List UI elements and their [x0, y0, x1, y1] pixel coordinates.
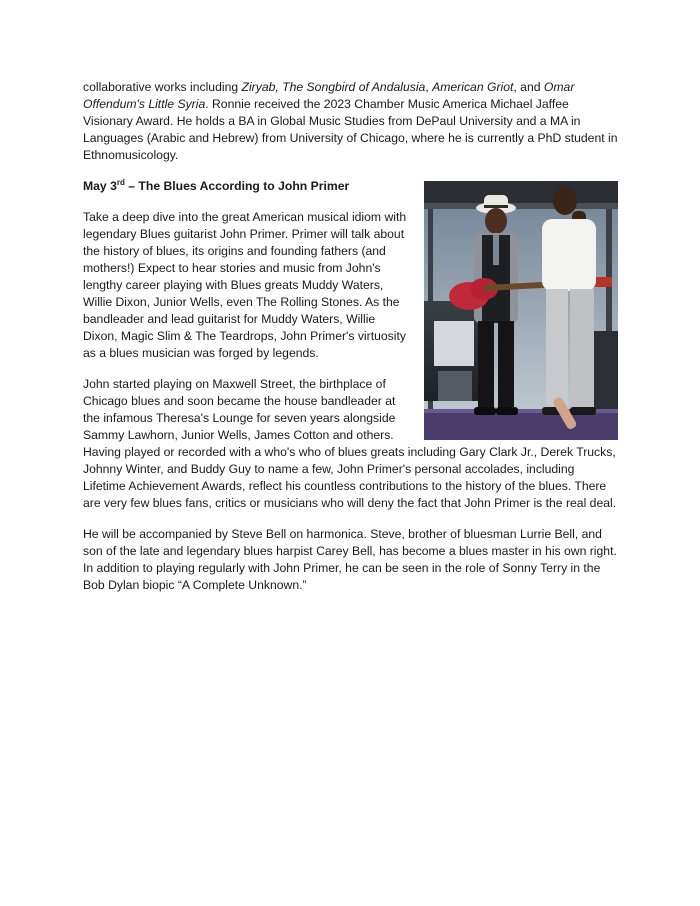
body-paragraph-2: John started playing on Maxwell Street, the birthplace of Chicago blues and soon became the house bandleader at the infamous Theresa's Lounge for seven years alongside Sammy Lawhorn, Junior Wells, James Cotton and others. Having played or recorded with a who's who of blues greats including Gary Clark Jr., Derek Trucks, Johnny Winter, and Buddy Guy to name a few, John Primer's personal accolades, including Lifetime Achievement Awards, reflect his countless contributions to the history of the blues. There are very few blues fans, critics or musicians who will deny the fact that John Primer is the real deal. [83, 377, 617, 510]
body-paragraph-3: He will be accompanied by Steve Bell on harmonica. Steve, brother of bluesman Lurrie Bell, and son of the late and legendary blues harpist Carey Bell, has become a blues master in his own right. In addition to playing regularly with John Primer, he can be seen in the role of Sonny Terry in the Bob Dylan biopic “A Complete Unknown.” [83, 527, 617, 592]
intro-text: . Ronnie received the 2023 Chamber Music America Michael Jaffee Visionary Award. He holds a BA in Global Music Studies from DePaul University and a MA in Languages (Arabic and Hebrew) from University of Chicago, where he is currently a PhD student in Ethnomusicology. [83, 97, 618, 162]
work-title: Omar Offendum's Little Syria [83, 80, 575, 111]
heading-ordinal: rd [116, 177, 125, 187]
page-content [83, 79, 618, 608]
intro-text: collaborative works including [83, 80, 242, 94]
work-title: Ziryab, The Songbird of Andalusia [241, 80, 426, 94]
performance-photo [424, 181, 618, 440]
intro-text: , [425, 80, 433, 94]
intro-text: , and [513, 80, 544, 94]
heading-date: May 3 [83, 179, 117, 193]
body-paragraph-1: Take a deep dive into the great American musical idiom with legendary Blues guitarist John Primer. Primer will talk about the history of blues, its origins and founding fathers (and mothers!) Expect to hear stories and music from John's lengthy career playing with Blues greats Muddy Waters, Willie Dixon, Junior Wells, even The Rolling Stones. As the bandleader and lead guitarist for Muddy Waters, Willie Dixon, Magic Slim & The Teardrops, John Primer's virtuosity as a blues musician was forged by legends. [83, 210, 407, 360]
work-title: American Griot [432, 80, 514, 94]
heading-title: – The Blues According to John Primer [124, 179, 350, 193]
intro-paragraph [83, 79, 618, 164]
